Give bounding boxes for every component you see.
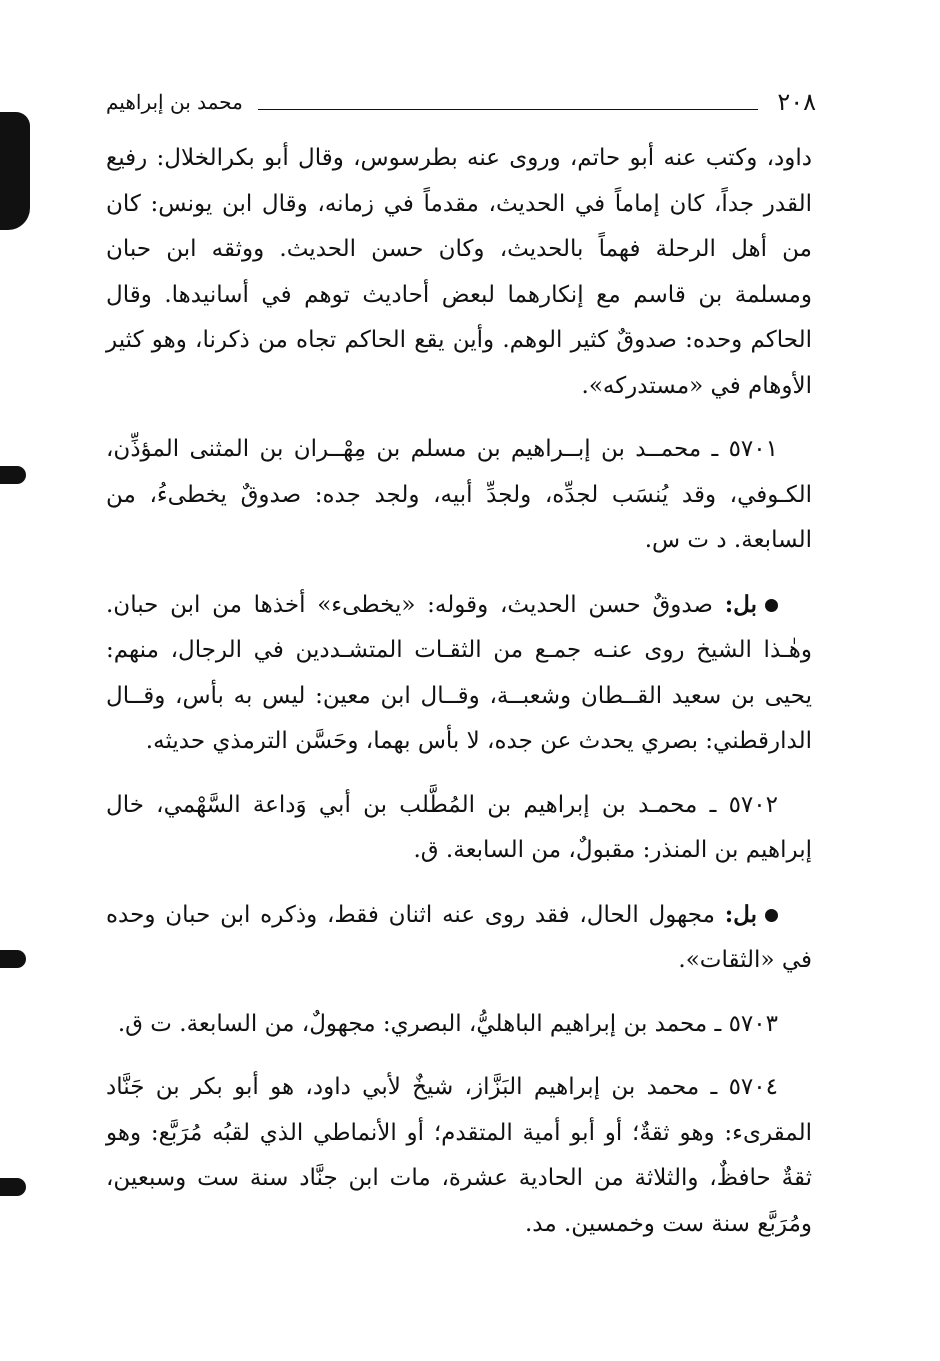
- commentary-label: بل:: [724, 900, 757, 928]
- commentary-5702: بل: مجهول الحال، فقد روى عنه اثنان فقط، وذكره ابن حبان وحده في «الثقات».: [106, 900, 812, 973]
- entry-5703: ٥٧٠٣ ـ محمد بن إبراهيم الباهليُّ، البصري: مجهولٌ، من السابعة. ت ق.: [117, 1010, 778, 1037]
- commentary-5701: بل: صدوقٌ حسن الحديث، وقوله: «يخطىء» أخذها من ابن حبان. وهٰـذا الشيخ روى عنـه جمـع من الثقـات المتشـددين في الرجال، منهم: يحيى بن سعيد القــطان وشعبــة، وقــال ابن معين: ليس به بأس، وقــال الدارقطني: بصري يحدث عن جده، لا بأس بهما، وحَسَّن الترمذي حديثه.: [106, 590, 812, 754]
- paragraph-continuation: داود، وكتب عنه أبو حاتم، وروى عنه بطرسوس، وقال أبو بكرالخلال: رفيع القدر جداً، كان إماماً في الحديث، مقدماً في زمانه، وقال ابن يونس: كان من أهل الرحلة فهماً بالحديث، وكان حسن الحديث. ووثقه ابن حبان ومسلمة بن قاسم مع إنكارهما لبعض أحاديث توهم في أسانيدها. وقال الحاكم وحده: صدوقٌ كثير الوهم. وأين يقع الحاكم تجاه من ذكرنا، وهو كثير الأوهام في «مستدركه».: [106, 145, 812, 399]
- page-header: [106, 88, 816, 124]
- entry-5701: ٥٧٠١ ـ محمــد بن إبــراهيم بن مسلم بن مِهْــران بن المثنى المؤذِّن، الكـوفي، وقد يُنسَب لجدِّه، ولجدِّ أبيه، ولجد جده: صدوقٌ يخطىءُ، من السابعة. د ت س.: [106, 436, 812, 553]
- scan-edge-mark: [0, 112, 30, 230]
- running-title: محمد بن إبراهيم: [106, 90, 243, 114]
- scan-edge-mark: [0, 1178, 26, 1196]
- header-rule: [258, 109, 758, 110]
- page-body: [106, 136, 812, 1247]
- scan-edge-mark: [0, 950, 26, 968]
- bullet-icon: [765, 599, 778, 612]
- scan-edge-mark: [0, 466, 26, 484]
- entry-5704: ٥٧٠٤ ـ محمد بن إبراهيم البَزَّاز، شيخٌ لأبي داود، هو أبو بكر بن جَنَّاد المقرىء: وهو ثقةٌ؛ أو أبو أمية المتقدم؛ أو الأنماطي الذي لقبُه مُرَبَّع: وهو ثقةٌ حافظٌ، والثلاثة من الحادية عشرة، مات ابن جنَّاد سنة ست وسبعين، ومُرَبَّع سنة ست وخمسين. مد.: [106, 1074, 812, 1237]
- bullet-icon: [765, 909, 778, 922]
- page-number: ٢٠٨: [777, 88, 816, 116]
- commentary-label: بل:: [724, 590, 757, 618]
- entry-5702: ٥٧٠٢ ـ محمـد بن إبراهيم بن المُطَّلب بن أبي وَداعة السَّهْمي، خال إبراهيم بن المنذر: مقبولٌ، من السابعة. ق.: [106, 791, 812, 863]
